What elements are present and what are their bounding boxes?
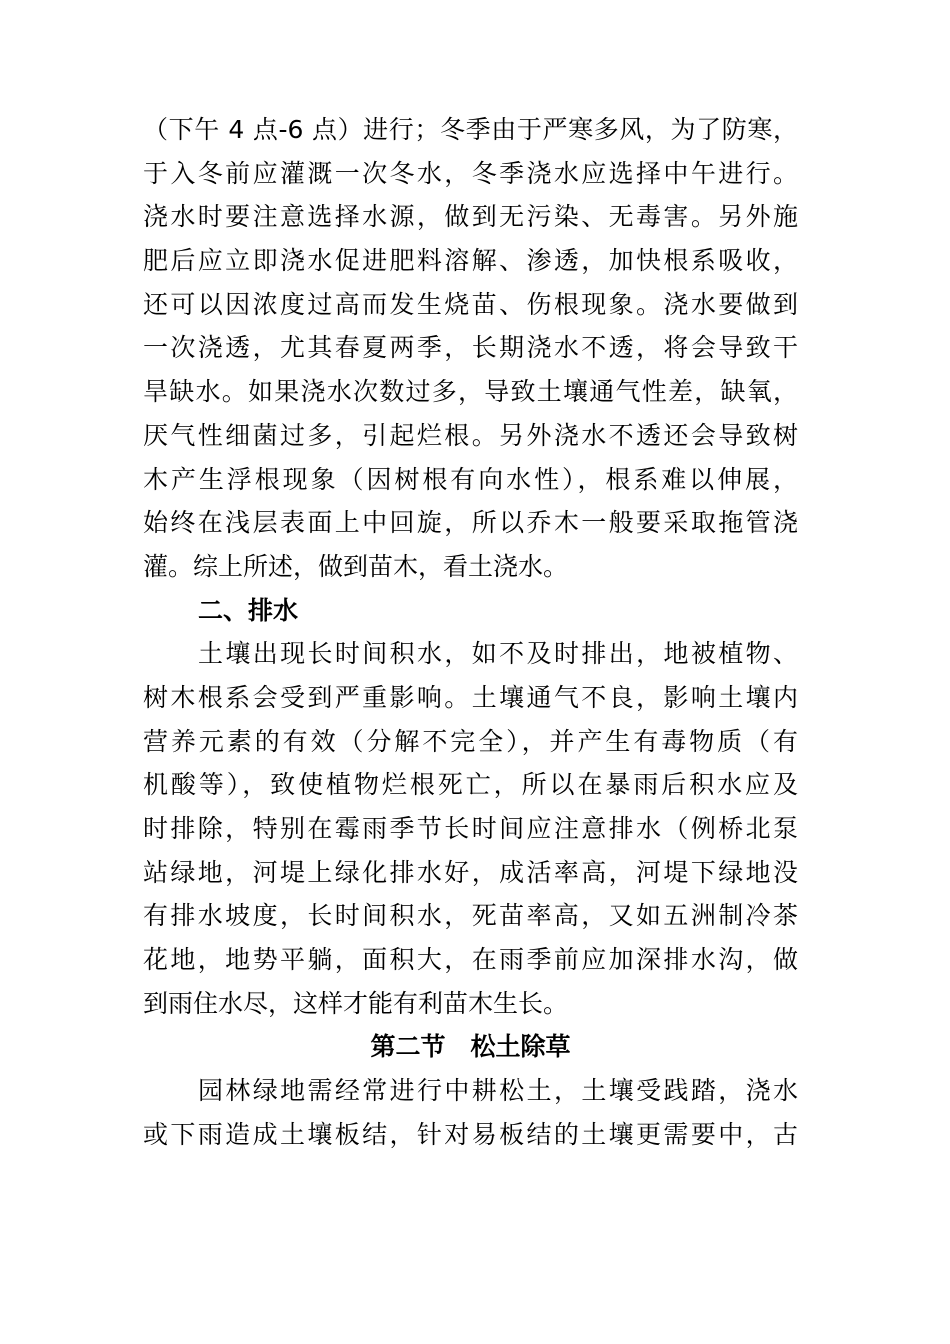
body-text-line: 浇水时要注意选择水源，做到无污染、无毒害。另外施 — [143, 202, 798, 232]
paragraph-first-line: 土壤出现长时间积水，如不及时排出，地被植物、 — [198, 639, 798, 669]
body-text-line: 旱缺水。如果浇水次数过多，导致土壤通气性差，缺氧， — [143, 377, 798, 407]
body-text-line: 花地，地势平躺，面积大，在雨季前应加深排水沟，做 — [143, 945, 798, 975]
paragraph-first-line: 园林绿地需经常进行中耕松土，土壤受践踏，浇水 — [198, 1076, 798, 1106]
body-text-line: 灌。综上所述，做到苗木，看土浇水。 — [143, 551, 569, 581]
section-heading-drainage: 二、排水 — [198, 595, 299, 625]
body-text-line: 于入冬前应灌溉一次冬水，冬季浇水应选择中午进行。 — [143, 158, 798, 188]
body-text-line: 始终在浅层表面上中回旋，所以乔木一般要采取拖管浇 — [143, 508, 798, 538]
body-text-line: 营养元素的有效（分解不完全），并产生有毒物质（有 — [143, 726, 798, 756]
body-text-line: 或下雨造成土壤板结，针对易板结的土壤更需要中，古 — [143, 1119, 798, 1149]
document-body — [143, 108, 798, 1157]
body-text-line: 木产生浮根现象（因树根有向水性），根系难以伸展， — [143, 464, 798, 494]
body-text-line: 到雨住水尽，这样才能有利苗木生长。 — [143, 988, 569, 1018]
body-text-line: 时排除，特别在霉雨季节长时间应注意排水（例桥北泵 — [143, 814, 798, 843]
body-text-line: 厌气性细菌过多，引起烂根。另外浇水不透还会导致树 — [143, 420, 798, 450]
body-text-line: 机酸等），致使植物烂根死亡，所以在暴雨后积水应及 — [143, 770, 798, 800]
body-text-line: 还可以因浓度过高而发生烧苗、伤根现象。浇水要做到 — [143, 289, 798, 319]
body-text-line: 树木根系会受到严重影响。土壤通气不良，影响土壤内 — [143, 682, 798, 712]
body-text-line: 一次浇透，尤其春夏两季，长期浇水不透，将会导致干 — [143, 333, 798, 363]
body-text-line: 肥后应立即浇水促进肥料溶解、渗透，加快根系吸收， — [143, 246, 798, 276]
section-heading-loosening-weeding: 第二节 松土除草 — [370, 1032, 571, 1062]
body-text-line: 站绿地，河堤上绿化排水好，成活率高，河堤下绿地没 — [143, 857, 798, 887]
body-text-line: 有排水坡度，长时间积水，死苗率高，又如五洲制冷茶 — [143, 901, 798, 931]
body-text-line: （下午 4 点-6 点）进行；冬季由于严寒多风，为了防寒， — [143, 115, 798, 144]
